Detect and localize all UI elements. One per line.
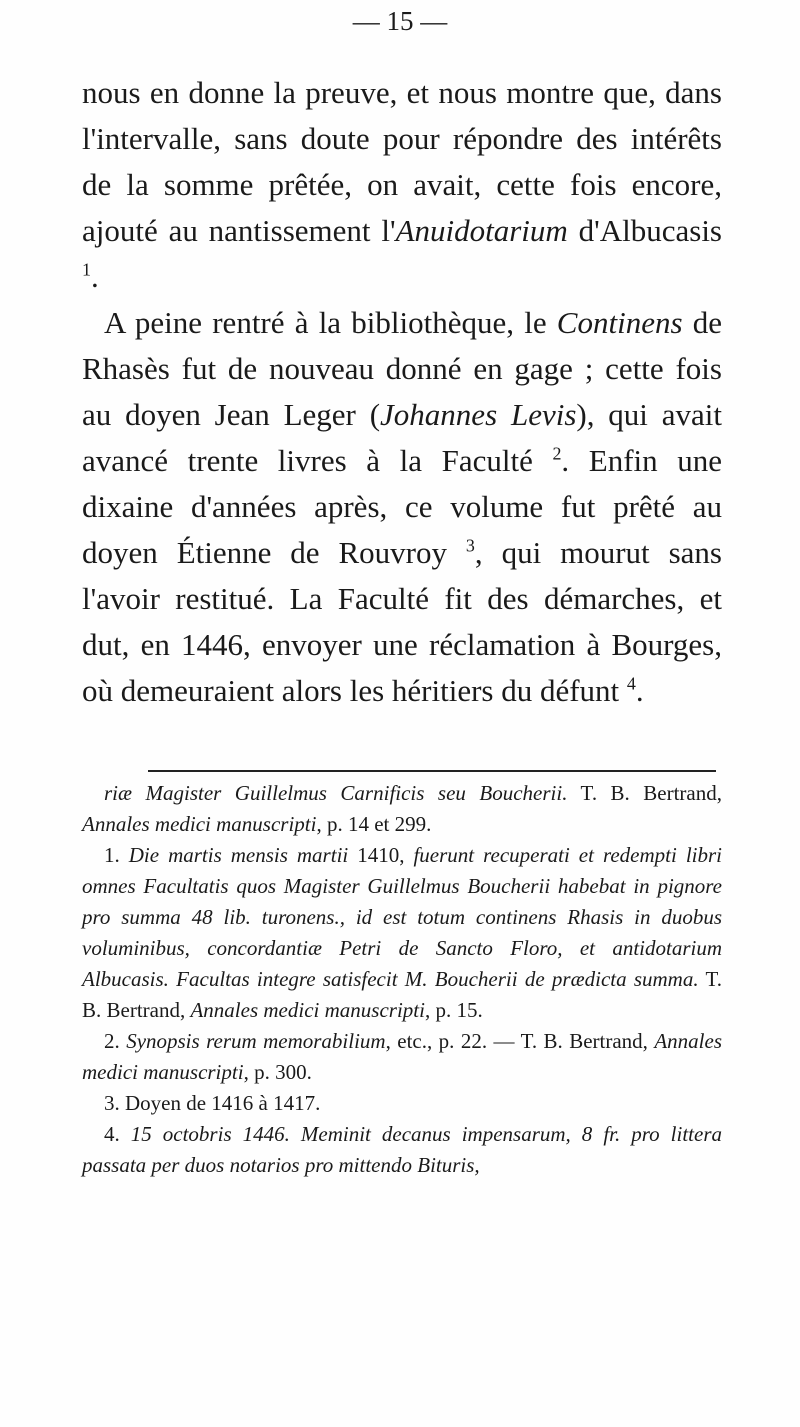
italic-title: Synopsis rerum memorabilium (126, 1029, 386, 1053)
footnotes (82, 778, 722, 1181)
italic-title: Annales medici manuscripti (82, 812, 317, 836)
text-run: T. B. Bertrand, (82, 967, 723, 1022)
text-run: . Enfin une dixaine d'années après, ce volume fut prêté au doyen Étienne de Rouvroy (82, 443, 722, 570)
footnote-3: 3. Doyen de 1416 à 1417. (104, 1091, 321, 1115)
page-number: — 15 — (352, 6, 448, 36)
main-text (82, 70, 722, 714)
italic-title: Anuidotarium (395, 213, 568, 248)
footnote-ref: 3 (465, 535, 475, 556)
footnote-continuation (82, 778, 722, 840)
text-run: , p. 15. (424, 998, 483, 1022)
text-run: , etc., p. 22. — T. B. Bertrand, (385, 1029, 655, 1053)
italic-title: Continens (556, 305, 683, 340)
footnote-ref: 4 (626, 673, 636, 694)
text-run: , p. 300. (243, 1060, 312, 1084)
footnote-ref: 2 (552, 443, 562, 464)
italic-text: fuerunt recuperati et redempti libri omnes Facultatis quos Magister Guillelmus Boucherii habebat in pignore pro summa 48 lib. turonens., id est totum continens Rhasis in duobus voluminibus, concordantiæ Petri de Sancto Floro, et antidotarium Albucasis. Facultas integre satisfecit M. Boucherii de prædicta summa. (82, 843, 722, 991)
footnote-1 (82, 840, 722, 1026)
footnote-2 (82, 1026, 722, 1088)
italic-name: Johannes Levis (380, 397, 577, 432)
text-run: 2. (104, 1029, 127, 1053)
text-run: d'Albucasis (567, 213, 722, 248)
italic-text: Die martis mensis martii (128, 843, 349, 867)
italic-title: Annales medici manuscripti (82, 1029, 723, 1084)
text-run: ), qui avait avancé trente livres à la Faculté (82, 397, 723, 478)
text-run: 1410, (348, 843, 414, 867)
text-run: T. B. Bertrand, (567, 781, 722, 805)
text-run: . (90, 259, 99, 294)
text-run: , p. 14 et 299. (316, 812, 432, 836)
text-run: nous en donne la preuve, et nous montre que, dans l'intervalle, sans doute pour répondre des intérêts de la somme prêtée, on avait, cette fois encore, ajouté au nantissement l' (82, 75, 722, 248)
footnote-ref: 1 (82, 259, 91, 280)
text-run: 1. (104, 843, 129, 867)
text-run: , qui mourut sans l'avoir restitué. La Faculté fit des démarches, et dut, en 1446, envoyer une réclamation à Bourges, où demeuraient alors les héritiers du défunt (82, 535, 722, 708)
text-run: de Rhasès fut de nouveau donné en gage ; cette fois au doyen Jean Leger ( (82, 305, 723, 432)
italic-text: riæ Magister Guillelmus Carnificis seu Boucherii. (104, 781, 568, 805)
paragraph-2 (82, 300, 722, 714)
footnote-4 (82, 1119, 722, 1181)
italic-text: 15 octobris 1446. Meminit decanus impensarum, 8 fr. pro littera passata per duos notarios pro mittendo Bituris, (82, 1122, 722, 1177)
text-run: 4. (104, 1122, 131, 1146)
text-run: . (635, 673, 644, 708)
footnote-separator (148, 770, 716, 772)
text-run: A peine rentré à la bibliothèque, le (104, 305, 557, 340)
paragraph-1 (82, 70, 722, 300)
italic-title: Annales medici manuscripti (190, 998, 425, 1022)
